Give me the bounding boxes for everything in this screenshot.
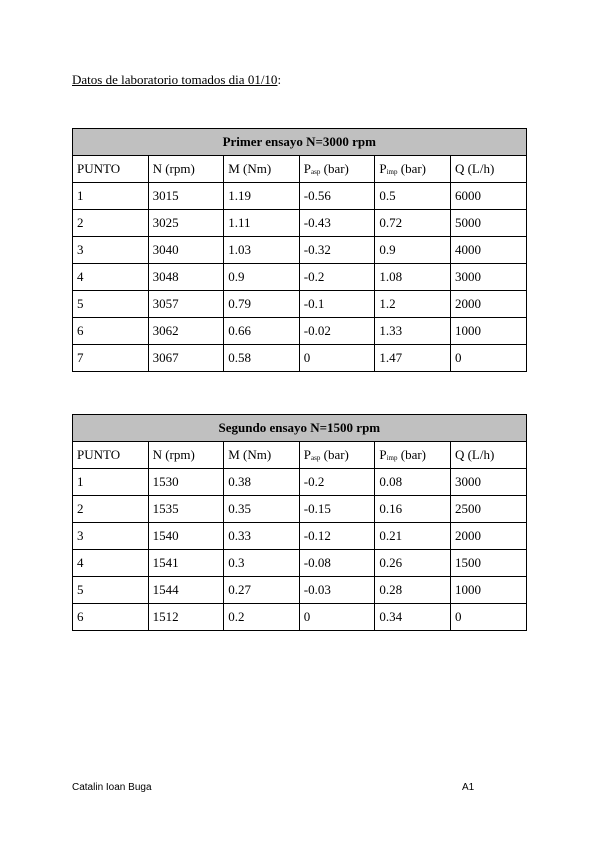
- col-header-pimp: $P_{imp}$ (bar): [375, 442, 451, 469]
- table-cell: 3: [73, 237, 149, 264]
- table-cell: 0.21: [375, 523, 451, 550]
- col-header-punto: PUNTO: [73, 442, 149, 469]
- table-cell: -0.12: [299, 523, 375, 550]
- col-header-n: N (rpm): [148, 156, 224, 183]
- col-header-q: Q (L/h): [450, 156, 526, 183]
- table-cell: 2500: [450, 496, 526, 523]
- table-cell: 5000: [450, 210, 526, 237]
- table-cell: 0.79: [224, 291, 300, 318]
- table-cell: 1.47: [375, 345, 451, 372]
- table-row: [73, 237, 527, 264]
- table-cell: 4: [73, 264, 149, 291]
- table-cell: -0.02: [299, 318, 375, 345]
- table-cell: 3048: [148, 264, 224, 291]
- heading-text: Datos de laboratorio tomados dia 01/10: [72, 72, 278, 87]
- table-cell: 0.08: [375, 469, 451, 496]
- table-cell: 0.27: [224, 577, 300, 604]
- table-cell: 1541: [148, 550, 224, 577]
- table-cell: 0.9: [224, 264, 300, 291]
- table-cell: 3000: [450, 264, 526, 291]
- table-cell: -0.15: [299, 496, 375, 523]
- table-row: [73, 183, 527, 210]
- table-cell: 3062: [148, 318, 224, 345]
- table-cell: 1535: [148, 496, 224, 523]
- table-row: [73, 291, 527, 318]
- table-primer-ensayo: [72, 128, 527, 372]
- table-cell: 0: [299, 345, 375, 372]
- table-cell: 0.2: [224, 604, 300, 631]
- table-row: [73, 496, 527, 523]
- table-row: [73, 577, 527, 604]
- table-cell: 0.72: [375, 210, 451, 237]
- page-heading: [72, 72, 281, 88]
- table-cell: 3025: [148, 210, 224, 237]
- table-row: [73, 264, 527, 291]
- table-cell: 1: [73, 469, 149, 496]
- col-header-m: M (Nm): [224, 442, 300, 469]
- table-row: [73, 550, 527, 577]
- table-row: [73, 469, 527, 496]
- table-cell: -0.2: [299, 469, 375, 496]
- table-cell: 3: [73, 523, 149, 550]
- table-cell: 3000: [450, 469, 526, 496]
- table-cell: 1512: [148, 604, 224, 631]
- table-cell: 0.33: [224, 523, 300, 550]
- table-cell: 0.3: [224, 550, 300, 577]
- table-cell: 4: [73, 550, 149, 577]
- table-cell: 0.58: [224, 345, 300, 372]
- table-cell: -0.2: [299, 264, 375, 291]
- table-cell: 3067: [148, 345, 224, 372]
- table-cell: 5: [73, 291, 149, 318]
- table-cell: 1540: [148, 523, 224, 550]
- table-title: Primer ensayo N=3000 rpm: [73, 129, 527, 156]
- table-cell: 1530: [148, 469, 224, 496]
- table-row: [73, 318, 527, 345]
- table-row: [73, 210, 527, 237]
- table-cell: 0.26: [375, 550, 451, 577]
- col-header-pasp: $P_{asp}$ (bar): [299, 442, 375, 469]
- table-cell: 0.9: [375, 237, 451, 264]
- header-row: [73, 442, 527, 469]
- table-cell: 0.35: [224, 496, 300, 523]
- col-header-pasp: $P_{asp}$ (bar): [299, 156, 375, 183]
- table-cell: 0.66: [224, 318, 300, 345]
- table-cell: -0.08: [299, 550, 375, 577]
- col-header-punto: PUNTO: [73, 156, 149, 183]
- table-cell: 7: [73, 345, 149, 372]
- footer-author: Catalin Ioan Buga: [72, 782, 152, 793]
- table-cell: 1000: [450, 577, 526, 604]
- table-cell: 1500: [450, 550, 526, 577]
- table-cell: -0.56: [299, 183, 375, 210]
- table-cell: 0.16: [375, 496, 451, 523]
- table-cell: 0.34: [375, 604, 451, 631]
- table-cell: 0: [299, 604, 375, 631]
- footer-page-number: A1: [462, 782, 475, 793]
- table-cell: 6: [73, 318, 149, 345]
- table-row: [73, 523, 527, 550]
- col-header-m: M (Nm): [224, 156, 300, 183]
- table-cell: 0: [450, 345, 526, 372]
- table-cell: -0.43: [299, 210, 375, 237]
- table-cell: 1000: [450, 318, 526, 345]
- heading-colon: :: [277, 72, 282, 87]
- table-title: Segundo ensayo N=1500 rpm: [73, 415, 527, 442]
- table-cell: 1.03: [224, 237, 300, 264]
- table-cell: 4000: [450, 237, 526, 264]
- table-cell: 1.19: [224, 183, 300, 210]
- col-header-q: Q (L/h): [450, 442, 526, 469]
- table-cell: 6: [73, 604, 149, 631]
- table-cell: 0.28: [375, 577, 451, 604]
- table-cell: 1.33: [375, 318, 451, 345]
- table-cell: 1.2: [375, 291, 451, 318]
- table-segundo-ensayo: [72, 414, 527, 631]
- col-header-n: N (rpm): [148, 442, 224, 469]
- table-cell: 5: [73, 577, 149, 604]
- table-cell: -0.32: [299, 237, 375, 264]
- table-row: [73, 345, 527, 372]
- table-row: [73, 604, 527, 631]
- table-cell: 3057: [148, 291, 224, 318]
- table-cell: 3040: [148, 237, 224, 264]
- col-header-pimp: $P_{imp}$ (bar): [375, 156, 451, 183]
- table-cell: 1: [73, 183, 149, 210]
- table-cell: 0.5: [375, 183, 451, 210]
- table-cell: 2000: [450, 523, 526, 550]
- table-cell: 1.11: [224, 210, 300, 237]
- table-cell: -0.1: [299, 291, 375, 318]
- table-cell: 2000: [450, 291, 526, 318]
- table-cell: 6000: [450, 183, 526, 210]
- table-cell: 2: [73, 210, 149, 237]
- table-cell: 1544: [148, 577, 224, 604]
- table-cell: 2: [73, 496, 149, 523]
- table-cell: 1.08: [375, 264, 451, 291]
- header-row: [73, 156, 527, 183]
- table-cell: 0: [450, 604, 526, 631]
- table-cell: 0.38: [224, 469, 300, 496]
- table-cell: -0.03: [299, 577, 375, 604]
- table-cell: 3015: [148, 183, 224, 210]
